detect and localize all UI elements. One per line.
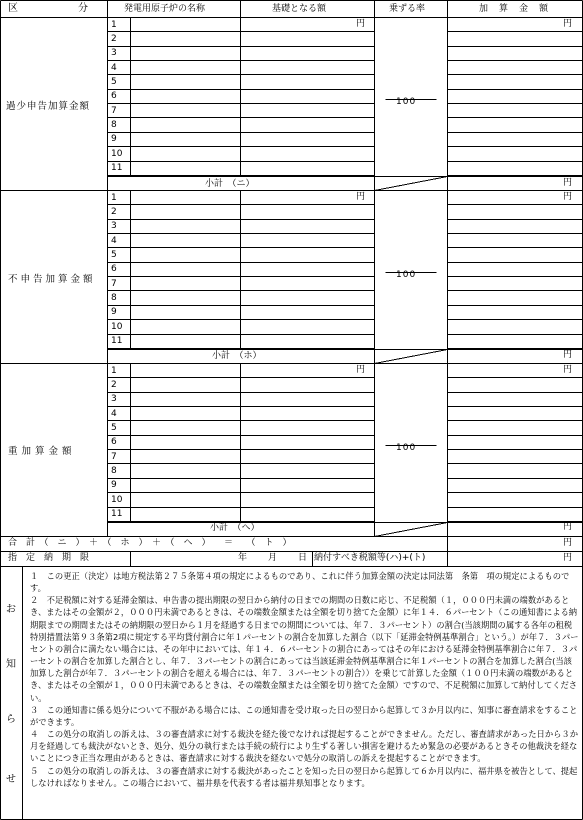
notice-item: ４ この処分の取消しの訴えは、３の審査請求に対する裁決を経た後でなければ提起することができません。ただし、審査請求があった日から３か月を経過しても裁決がないとき、処分、処分の執行または手続の続行により生ずる著しい損害を避けるため緊急の必要があるときその他裁決を経ないことにつき正当な理由があるときは、審査請求に対する裁決を経ないで処分の取消しの訴えを提起することができます。 <box>30 729 579 764</box>
yen-mark: 円 <box>356 192 366 202</box>
notice-item: ２ 不足税額に対する延滞金額は、申告書の提出期限の翌日から納付の日までの期間の日数に応じ、不足税額（１，０００円未満の端数があるとき、またはその金額が２，０００円未満であるときは、その端数金額または全額を切り捨てた金額）に年１４．６パーセント（この通知書による納期限までの期間またはその納期限の翌日から１月を経過する日までの期間については、年７．３パーセント）の割合(当該期間の属する各年の租税特別措置法第９３条第2項に規定する平均貸付割合に年１パーセントの割合を加算した割合（以下「延滞金特例基準割合」という。）が年７．３パーセントの割合に満たない場合には、その年中においては、年１４．６パーセントの割合にあってはその年における延滞金特例基準割合に年７．３パーセントの割合を加算した割合とし、年７．３パーセントの割合にあっては当該延滞金特例基準割合に年１パーセントの割合を加算した割合(当該加算した割合が年７．３パーセントの割合を超える場合には、年７．３パーセントの割合））を乗じて計算した金額（１００円未満の端数があるとき、またはその全額が１，０００円未満であるときは、その端数金額または全額を切り捨てた金額）ですので、不足税額に加算して納付してください。 <box>30 595 579 703</box>
row-number: 11 <box>111 336 123 346</box>
yen-mark: 円 <box>563 365 573 375</box>
row-number: 5 <box>111 249 117 260</box>
row-number: 2 <box>111 33 117 44</box>
yen-mark: 円 <box>356 19 366 29</box>
subtotal-ho: 小計 （ホ） <box>212 351 262 361</box>
row-number: 6 <box>111 264 117 275</box>
row-number: 7 <box>111 451 117 462</box>
row-number: 4 <box>111 408 117 419</box>
row-number: 3 <box>111 394 117 405</box>
row-number: 9 <box>111 134 117 145</box>
section-label-underdeclared: 過少申告加算金額 <box>6 101 91 112</box>
header-reactor-name: 発電用原子炉の名称 <box>124 4 206 14</box>
row-number: 1 <box>111 365 117 376</box>
diagonal-line <box>375 523 448 537</box>
row-number: 8 <box>111 465 117 476</box>
row-number: 7 <box>111 278 117 289</box>
total-label: 合 計 （ ニ ） ＋ （ ホ ） ＋ （ ヘ ） ＝ （ ト ） <box>8 538 292 548</box>
row-number: 10 <box>111 321 123 332</box>
yen-mark: 円 <box>563 192 573 202</box>
header-addition-amount: 加 算 金 額 <box>479 4 550 14</box>
row-number: 11 <box>111 163 123 173</box>
notice-item: ５ この処分の取消しの訴えは、３の審査請求に対する裁決があったことを知った日の翌日から起算して６か月以内に、福井県を被告として、提起しなければなりません。この場合において、福井県を代表する者は福井県知事となります。 <box>30 765 578 788</box>
section-label-heavy: 重加算金額 <box>8 446 76 457</box>
row-number: 5 <box>111 422 117 433</box>
row-number: 3 <box>111 221 117 232</box>
rate-value: 100 <box>396 97 417 107</box>
deadline-label: 指 定 納 期 限 <box>8 553 90 563</box>
notice-side-char: お <box>6 604 16 615</box>
subtotal-he: 小計 （へ） <box>210 523 260 533</box>
section-label-undeclared: 不申告加算金額 <box>8 274 96 285</box>
deadline-date: 年 月 日 <box>238 553 309 563</box>
row-number: 9 <box>111 307 117 318</box>
row-number: 8 <box>111 119 117 130</box>
rate-value: 100 <box>396 443 417 453</box>
yen-mark: 円 <box>563 178 573 188</box>
notice-side-char: せ <box>6 774 16 785</box>
notice-side-char: ら <box>6 714 16 725</box>
yen-mark: 円 <box>563 350 573 360</box>
yen-mark: 円 <box>563 19 573 29</box>
row-number: 6 <box>111 91 117 102</box>
header-rate: 乗ずる率 <box>389 4 426 14</box>
row-number: 3 <box>111 48 117 59</box>
notice-side-char: 知 <box>6 659 16 670</box>
yen-mark: 円 <box>563 553 573 563</box>
row-number: 6 <box>111 437 117 448</box>
row-number: 1 <box>111 192 117 203</box>
rate-value: 100 <box>396 270 417 280</box>
row-number: 8 <box>111 292 117 303</box>
row-number: 11 <box>111 509 123 519</box>
diagonal-line <box>375 177 448 191</box>
row-number: 2 <box>111 379 117 390</box>
subtotal-ni: 小計 （ニ） <box>205 179 255 189</box>
row-number: 10 <box>111 148 123 159</box>
yen-mark: 円 <box>356 365 366 375</box>
row-number: 5 <box>111 76 117 87</box>
header-base-amount: 基礎となる額 <box>272 4 327 14</box>
row-number: 2 <box>111 206 117 217</box>
row-number: 4 <box>111 235 117 246</box>
header-kubun: 区 分 <box>8 3 88 14</box>
payment-label: 納付すべき税額等(ハ)+(ト) <box>314 553 426 563</box>
row-number: 1 <box>111 19 117 30</box>
notice-item: ３ この通知書に係る処分について不服がある場合には、この通知書を受け取った日の翌日から起算して３か月以内に、知事に審査請求をすることができます。 <box>30 704 578 727</box>
row-number: 10 <box>111 494 123 505</box>
yen-mark: 円 <box>563 522 573 532</box>
yen-mark: 円 <box>563 538 573 548</box>
row-number: 4 <box>111 62 117 73</box>
diagonal-line <box>375 350 448 364</box>
row-number: 7 <box>111 105 117 116</box>
row-number: 9 <box>111 480 117 491</box>
notice-item: １ この更正（決定）は地方税法第２７５条第４項の規定によるものであり、これに伴う加算金額の決定は同法第 条第 項の規定によるものです。 <box>30 571 570 594</box>
